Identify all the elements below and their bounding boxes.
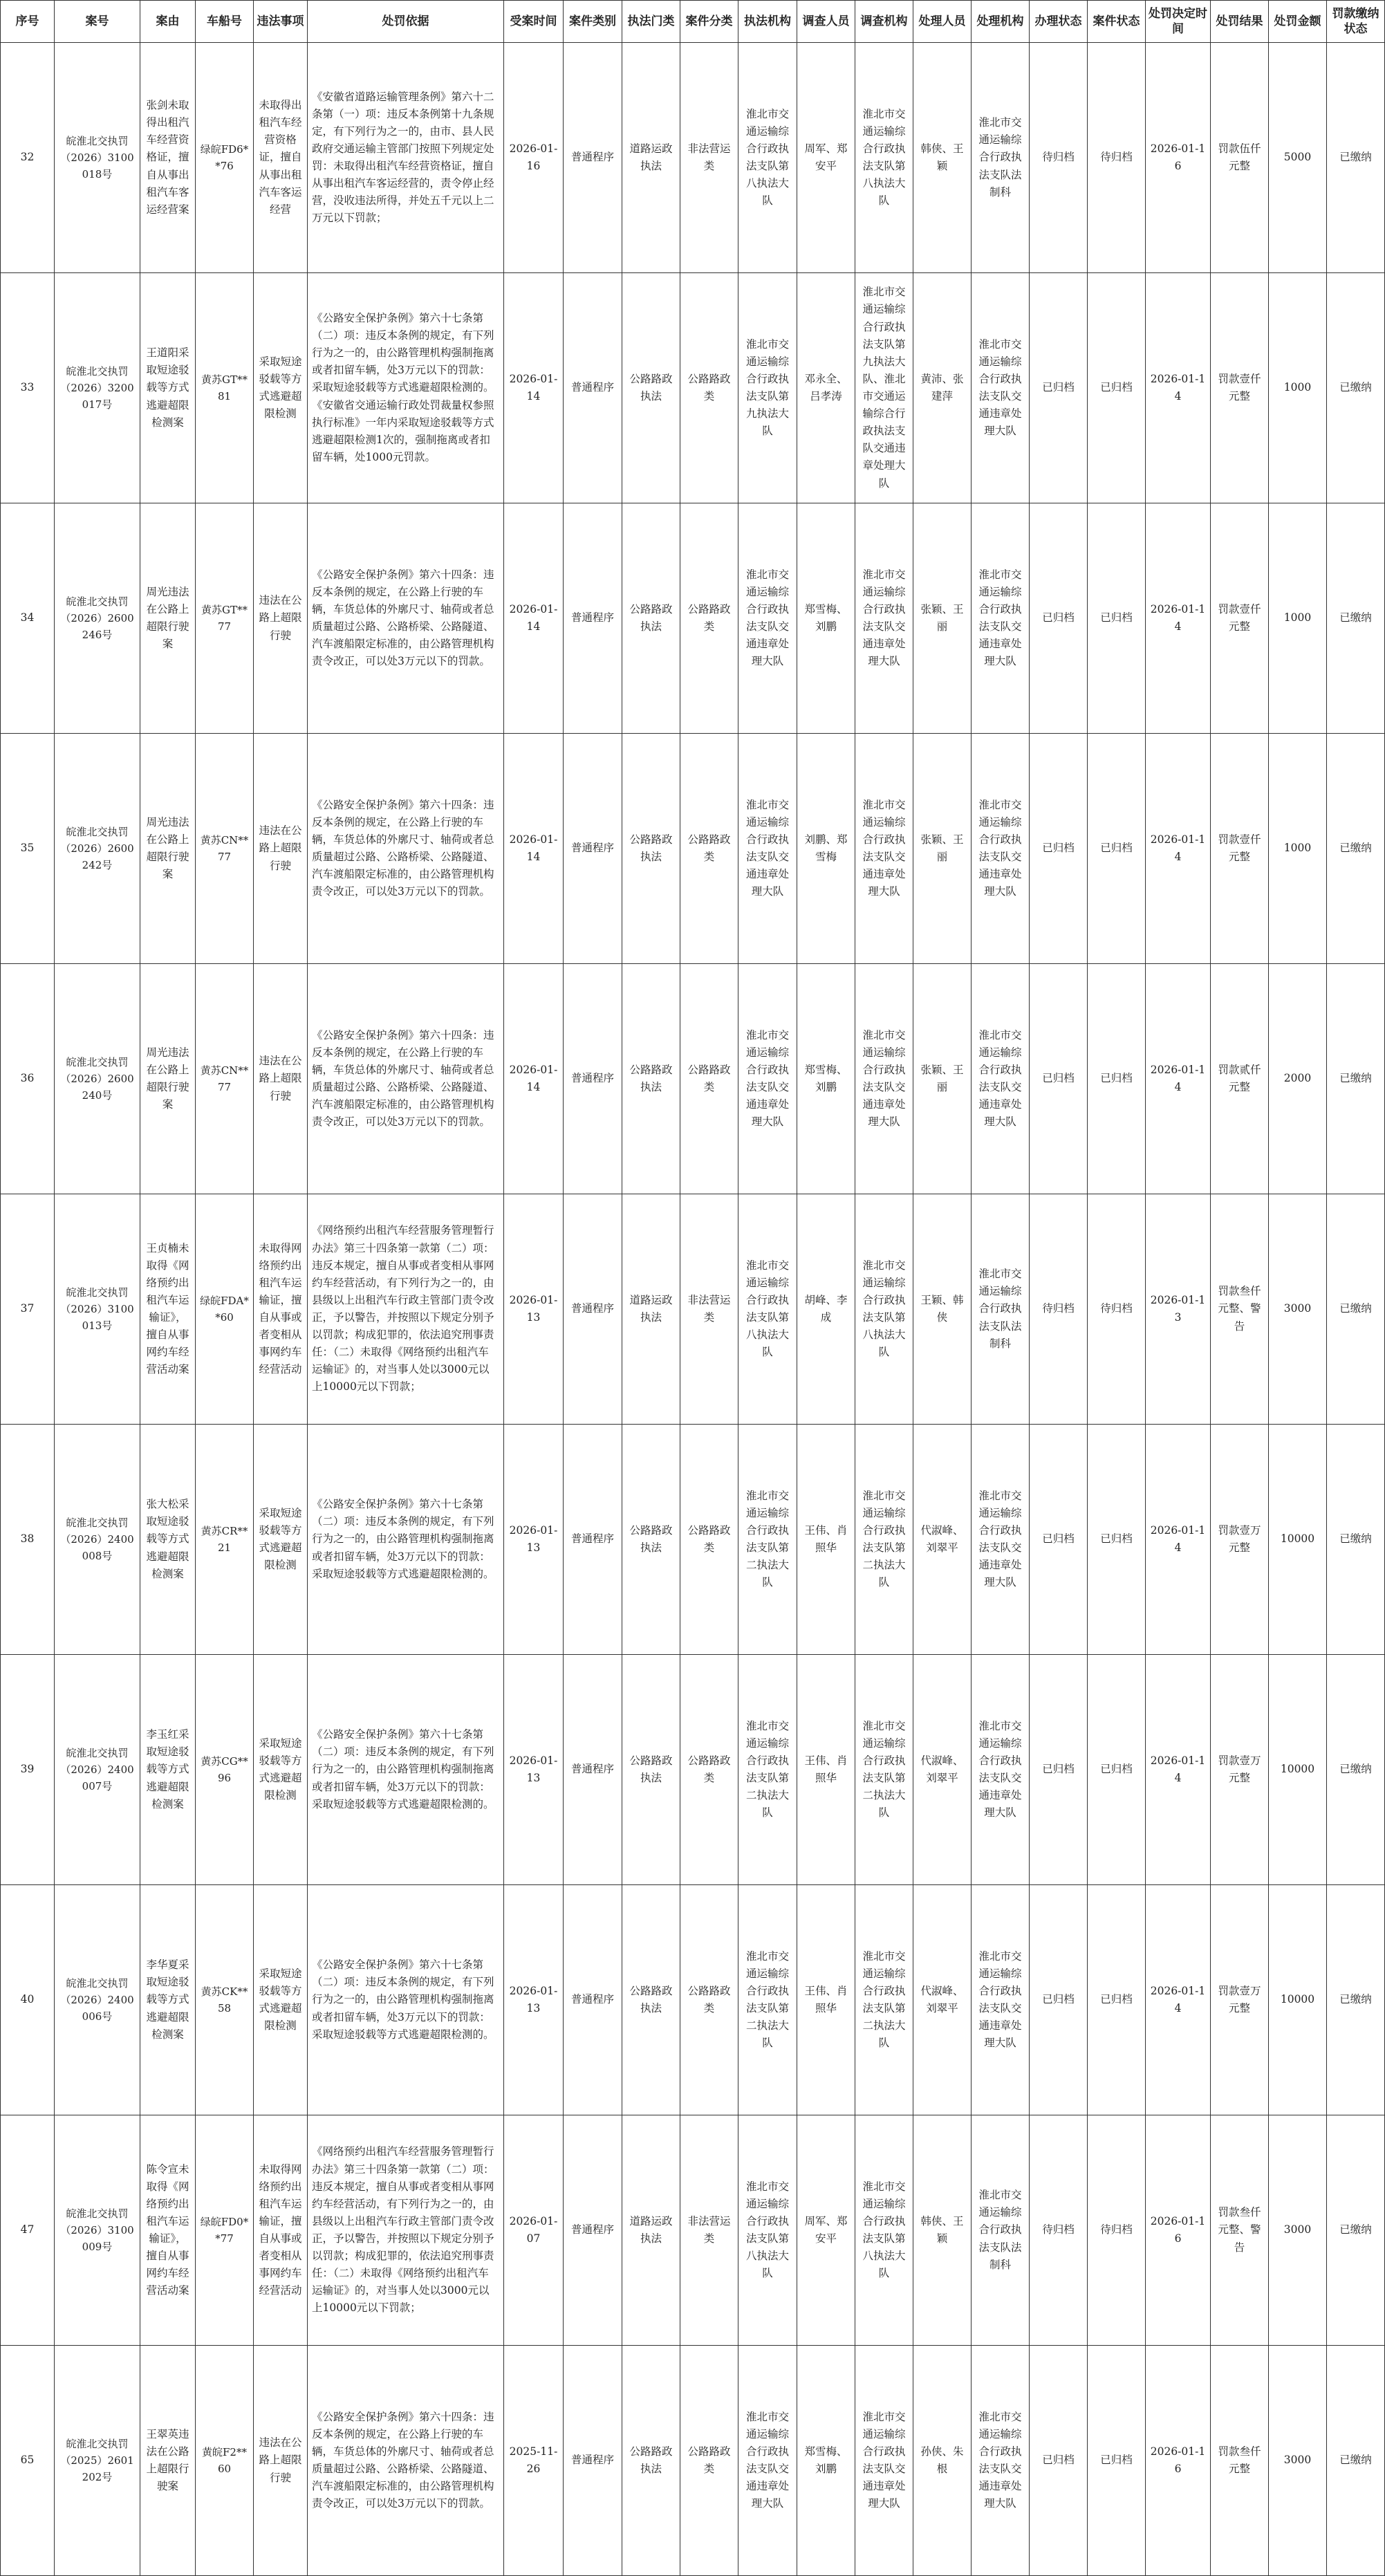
cell-basis: 《安徽省道路运输管理条例》第六十二条第（一）项：违反本条例第十九条规定，有下列行为之一的，由市、县人民政府交通运输主管部门按照下列规定处罚：未取得出租汽车经营资格证，擅自从事出租汽车客运经营的，责令停止经营，没收违法所得，并处五千元以上二万元以下罚款； <box>308 43 504 273</box>
cell-proc-status: 已归档 <box>1030 2346 1088 2576</box>
cell-case-no: 皖淮北交执罚（2026）2400008号 <box>55 1425 140 1655</box>
cell-decision-time: 2026-01-14 <box>1146 1885 1211 2115</box>
cell-plate: 绿皖FDA**60 <box>196 1194 254 1425</box>
cell-proc-status: 待归档 <box>1030 43 1088 273</box>
cell-seq: 35 <box>1 734 55 964</box>
cell-cause: 周光违法在公路上超限行驶案 <box>140 734 196 964</box>
cell-class: 公路路政类 <box>680 964 738 1194</box>
cell-plate: 黄苏CG**96 <box>196 1655 254 1885</box>
cell-plate: 黄苏CN**77 <box>196 964 254 1194</box>
column-header: 罚款缴纳状态 <box>1327 1 1385 43</box>
cell-pay-status: 已缴纳 <box>1327 1885 1385 2115</box>
cell-agency: 淮北市交通运输综合行政执法支队交通违章处理大队 <box>738 734 797 964</box>
cell-agency: 淮北市交通运输综合行政执法支队第九执法大队 <box>738 273 797 503</box>
cell-case-no: 皖淮北交执罚（2026）3100018号 <box>55 43 140 273</box>
cell-result: 罚款叁仟元整、警告 <box>1211 2115 1269 2346</box>
cell-inv-agency: 淮北市交通运输综合行政执法支队第二执法大队 <box>855 1425 913 1655</box>
cell-seq: 33 <box>1 273 55 503</box>
cell-handlers: 孙侠、朱根 <box>913 2346 972 2576</box>
cell-case-no: 皖淮北交执罚（2026）2600246号 <box>55 503 140 734</box>
cell-inv-agency: 淮北市交通运输综合行政执法支队交通违章处理大队 <box>855 2346 913 2576</box>
cell-matter: 未取得网络预约出租汽车运输证，擅自从事或者变相从事网约车经营活动 <box>254 2115 308 2346</box>
cell-case-status: 待归档 <box>1088 1194 1146 1425</box>
cell-seq: 38 <box>1 1425 55 1655</box>
cell-amount: 10000 <box>1269 1425 1327 1655</box>
cell-agency: 淮北市交通运输综合行政执法支队第八执法大队 <box>738 1194 797 1425</box>
cell-accept-time: 2026-01-13 <box>504 1194 564 1425</box>
cell-result: 罚款叁仟元整 <box>1211 2346 1269 2576</box>
cell-pay-status: 已缴纳 <box>1327 503 1385 734</box>
cell-category: 普通程序 <box>564 1655 622 1885</box>
cell-pay-status: 已缴纳 <box>1327 273 1385 503</box>
column-header: 处罚金额 <box>1269 1 1327 43</box>
column-header: 案件类别 <box>564 1 622 43</box>
cell-amount: 3000 <box>1269 2346 1327 2576</box>
cell-basis: 《公路安全保护条例》第六十四条：违反本条例的规定，在公路上行驶的车辆，车货总体的外廓尺寸、轴荷或者总质量超过公路、公路桥梁、公路隧道、汽车渡船限定标准的，由公路管理机构责令改正，可以处3万元以下的罚款。 <box>308 2346 504 2576</box>
cell-matter: 采取短途驳载等方式逃避超限检测 <box>254 1885 308 2115</box>
cell-handle-agency: 淮北市交通运输综合行政执法支队交通违章处理大队 <box>972 1425 1030 1655</box>
cell-inv-agency: 淮北市交通运输综合行政执法支队第二执法大队 <box>855 1885 913 2115</box>
cell-cause: 李玉红采取短途驳载等方式逃避超限检测案 <box>140 1655 196 1885</box>
cell-case-status: 已归档 <box>1088 2346 1146 2576</box>
table-row <box>1 1655 1385 1885</box>
table-row <box>1 1425 1385 1655</box>
cell-amount: 3000 <box>1269 1194 1327 1425</box>
cell-amount: 1000 <box>1269 503 1327 734</box>
column-header: 执法门类 <box>622 1 680 43</box>
cell-handlers: 张颖、王丽 <box>913 964 972 1194</box>
cell-agency: 淮北市交通运输综合行政执法支队交通违章处理大队 <box>738 503 797 734</box>
cell-class: 非法营运类 <box>680 2115 738 2346</box>
cell-handle-agency: 淮北市交通运输综合行政执法支队交通违章处理大队 <box>972 1885 1030 2115</box>
cell-seq: 32 <box>1 43 55 273</box>
cell-result: 罚款壹仟元整 <box>1211 734 1269 964</box>
column-header: 案由 <box>140 1 196 43</box>
cell-basis: 《网络预约出租汽车经营服务管理暂行办法》第三十四条第一款第（二）项：违反本规定，擅自从事或者变相从事网约车经营活动，有下列行为之一的，由县级以上出租汽车行政主管部门责令改正，予以警告，并按照以下规定分别予以罚款；构成犯罪的，依法追究刑事责任：（二）未取得《网络预约出租汽车运输证》的，对当事人处以3000元以上10000元以下罚款； <box>308 2115 504 2346</box>
cell-matter: 采取短途驳载等方式逃避超限检测 <box>254 273 308 503</box>
cell-matter: 违法在公路上超限行驶 <box>254 734 308 964</box>
cell-investigators: 邓永全、吕孝涛 <box>797 273 855 503</box>
cell-dept: 道路运政执法 <box>622 43 680 273</box>
cell-cause: 王翠英违法在公路上超限行驶案 <box>140 2346 196 2576</box>
cell-category: 普通程序 <box>564 1194 622 1425</box>
column-header: 执法机构 <box>738 1 797 43</box>
cell-class: 非法营运类 <box>680 43 738 273</box>
cell-case-no: 皖淮北交执罚（2026）2600242号 <box>55 734 140 964</box>
cell-accept-time: 2026-01-13 <box>504 1425 564 1655</box>
cell-dept: 公路路政执法 <box>622 2346 680 2576</box>
cell-matter: 未取得出租汽车经营资格证，擅自从事出租汽车客运经营 <box>254 43 308 273</box>
column-header: 受案时间 <box>504 1 564 43</box>
cell-handlers: 黄沛、张建萍 <box>913 273 972 503</box>
cell-case-status: 已归档 <box>1088 1425 1146 1655</box>
cell-plate: 黄苏CR**21 <box>196 1425 254 1655</box>
cell-matter: 采取短途驳载等方式逃避超限检测 <box>254 1655 308 1885</box>
cell-category: 普通程序 <box>564 964 622 1194</box>
cell-case-no: 皖淮北交执罚（2026）2400006号 <box>55 1885 140 2115</box>
cell-handle-agency: 淮北市交通运输综合行政执法支队法制科 <box>972 1194 1030 1425</box>
cell-cause: 周光违法在公路上超限行驶案 <box>140 503 196 734</box>
cell-inv-agency: 淮北市交通运输综合行政执法支队第八执法大队 <box>855 1194 913 1425</box>
cell-seq: 34 <box>1 503 55 734</box>
cell-result: 罚款伍仟元整 <box>1211 43 1269 273</box>
cell-agency: 淮北市交通运输综合行政执法支队第二执法大队 <box>738 1885 797 2115</box>
column-header: 案号 <box>55 1 140 43</box>
cell-decision-time: 2026-01-14 <box>1146 503 1211 734</box>
cell-basis: 《公路安全保护条例》第六十四条：违反本条例的规定，在公路上行驶的车辆，车货总体的外廓尺寸、轴荷或者总质量超过公路、公路桥梁、公路隧道、汽车渡船限定标准的，由公路管理机构责令改正，可以处3万元以下的罚款。 <box>308 734 504 964</box>
cell-category: 普通程序 <box>564 2115 622 2346</box>
cell-case-no: 皖淮北交执罚（2026）2400007号 <box>55 1655 140 1885</box>
cell-handlers: 张颖、王丽 <box>913 503 972 734</box>
cell-handle-agency: 淮北市交通运输综合行政执法支队法制科 <box>972 43 1030 273</box>
cell-accept-time: 2026-01-14 <box>504 734 564 964</box>
cell-amount: 3000 <box>1269 2115 1327 2346</box>
cell-handle-agency: 淮北市交通运输综合行政执法支队交通违章处理大队 <box>972 273 1030 503</box>
column-header: 办理状态 <box>1030 1 1088 43</box>
cell-handlers: 韩侠、王颖 <box>913 2115 972 2346</box>
cell-class: 公路路政类 <box>680 1655 738 1885</box>
cell-decision-time: 2026-01-16 <box>1146 2346 1211 2576</box>
cell-investigators: 胡峰、李成 <box>797 1194 855 1425</box>
cell-category: 普通程序 <box>564 1885 622 2115</box>
column-header: 调查机构 <box>855 1 913 43</box>
column-header: 处罚依据 <box>308 1 504 43</box>
cell-result: 罚款壹万元整 <box>1211 1885 1269 2115</box>
cell-matter: 违法在公路上超限行驶 <box>254 964 308 1194</box>
cell-result: 罚款叁仟元整、警告 <box>1211 1194 1269 1425</box>
cell-decision-time: 2026-01-16 <box>1146 43 1211 273</box>
cell-pay-status: 已缴纳 <box>1327 734 1385 964</box>
cell-dept: 公路路政执法 <box>622 1885 680 2115</box>
cell-amount: 1000 <box>1269 273 1327 503</box>
cell-pay-status: 已缴纳 <box>1327 2115 1385 2346</box>
cell-category: 普通程序 <box>564 734 622 964</box>
cell-dept: 道路运政执法 <box>622 1194 680 1425</box>
cell-proc-status: 待归档 <box>1030 2115 1088 2346</box>
cell-inv-agency: 淮北市交通运输综合行政执法支队交通违章处理大队 <box>855 964 913 1194</box>
cell-handle-agency: 淮北市交通运输综合行政执法支队法制科 <box>972 2115 1030 2346</box>
cell-handlers: 代淑峰、刘翠平 <box>913 1885 972 2115</box>
cell-case-no: 皖淮北交执罚（2026）3200017号 <box>55 273 140 503</box>
column-header: 处罚结果 <box>1211 1 1269 43</box>
cell-agency: 淮北市交通运输综合行政执法支队第二执法大队 <box>738 1655 797 1885</box>
cell-dept: 公路路政执法 <box>622 964 680 1194</box>
cell-handlers: 代淑峰、刘翠平 <box>913 1425 972 1655</box>
cell-class: 公路路政类 <box>680 1425 738 1655</box>
cell-inv-agency: 淮北市交通运输综合行政执法支队交通违章处理大队 <box>855 503 913 734</box>
cell-case-status: 待归档 <box>1088 43 1146 273</box>
cell-cause: 张大松采取短途驳载等方式逃避超限检测案 <box>140 1425 196 1655</box>
cell-inv-agency: 淮北市交通运输综合行政执法支队第二执法大队 <box>855 1655 913 1885</box>
cell-inv-agency: 淮北市交通运输综合行政执法支队第八执法大队 <box>855 2115 913 2346</box>
cell-decision-time: 2026-01-13 <box>1146 1194 1211 1425</box>
cell-matter: 违法在公路上超限行驶 <box>254 2346 308 2576</box>
cell-case-status: 已归档 <box>1088 1885 1146 2115</box>
column-header: 车船号 <box>196 1 254 43</box>
cell-plate: 黄皖F2**60 <box>196 2346 254 2576</box>
cell-agency: 淮北市交通运输综合行政执法支队第八执法大队 <box>738 2115 797 2346</box>
cell-investigators: 王伟、肖照华 <box>797 1425 855 1655</box>
cell-case-status: 已归档 <box>1088 503 1146 734</box>
cell-accept-time: 2025-11-26 <box>504 2346 564 2576</box>
cell-dept: 公路路政执法 <box>622 503 680 734</box>
cell-accept-time: 2026-01-14 <box>504 964 564 1194</box>
cell-dept: 公路路政执法 <box>622 1655 680 1885</box>
table-body <box>1 43 1385 2576</box>
cell-case-status: 已归档 <box>1088 1655 1146 1885</box>
cell-cause: 王道阳采取短途驳载等方式逃避超限检测案 <box>140 273 196 503</box>
cell-seq: 37 <box>1 1194 55 1425</box>
cell-pay-status: 已缴纳 <box>1327 43 1385 273</box>
cell-investigators: 周军、郑安平 <box>797 2115 855 2346</box>
cell-matter: 采取短途驳载等方式逃避超限检测 <box>254 1425 308 1655</box>
cell-pay-status: 已缴纳 <box>1327 2346 1385 2576</box>
cell-dept: 公路路政执法 <box>622 273 680 503</box>
cell-handle-agency: 淮北市交通运输综合行政执法支队交通违章处理大队 <box>972 2346 1030 2576</box>
table-row <box>1 964 1385 1194</box>
cell-decision-time: 2026-01-14 <box>1146 1425 1211 1655</box>
cell-basis: 《公路安全保护条例》第六十七条第（二）项：违反本条例的规定，有下列行为之一的，由公路管理机构强制拖离或者扣留车辆，处3万元以下的罚款：采取短途驳载等方式逃避超限检测的。 <box>308 1655 504 1885</box>
cell-class: 公路路政类 <box>680 273 738 503</box>
column-header: 调查人员 <box>797 1 855 43</box>
cell-handle-agency: 淮北市交通运输综合行政执法支队交通违章处理大队 <box>972 1655 1030 1885</box>
cell-decision-time: 2026-01-14 <box>1146 1655 1211 1885</box>
cell-class: 非法营运类 <box>680 1194 738 1425</box>
cell-handlers: 韩侠、王颖 <box>913 43 972 273</box>
cell-amount: 1000 <box>1269 734 1327 964</box>
cell-seq: 36 <box>1 964 55 1194</box>
cell-seq: 39 <box>1 1655 55 1885</box>
table-row <box>1 503 1385 734</box>
cell-investigators: 郑雪梅、刘鹏 <box>797 503 855 734</box>
cell-case-no: 皖淮北交执罚（2025）2601202号 <box>55 2346 140 2576</box>
cell-dept: 公路路政执法 <box>622 1425 680 1655</box>
column-header: 处理人员 <box>913 1 972 43</box>
cell-basis: 《公路安全保护条例》第六十四条：违反本条例的规定，在公路上行驶的车辆，车货总体的外廓尺寸、轴荷或者总质量超过公路、公路桥梁、公路隧道、汽车渡船限定标准的，由公路管理机构责令改正，可以处3万元以下的罚款。 <box>308 964 504 1194</box>
cell-seq: 40 <box>1 1885 55 2115</box>
cell-decision-time: 2026-01-16 <box>1146 2115 1211 2346</box>
cell-category: 普通程序 <box>564 273 622 503</box>
column-header: 违法事项 <box>254 1 308 43</box>
cell-inv-agency: 淮北市交通运输综合行政执法支队交通违章处理大队 <box>855 734 913 964</box>
table-row <box>1 273 1385 503</box>
cell-handlers: 代淑峰、刘翠平 <box>913 1655 972 1885</box>
table-row <box>1 43 1385 273</box>
cell-result: 罚款贰仟元整 <box>1211 964 1269 1194</box>
cell-inv-agency: 淮北市交通运输综合行政执法支队第八执法大队 <box>855 43 913 273</box>
cell-cause: 李华夏采取短途驳载等方式逃避超限检测案 <box>140 1885 196 2115</box>
cell-proc-status: 已归档 <box>1030 734 1088 964</box>
cell-case-status: 已归档 <box>1088 964 1146 1194</box>
cell-decision-time: 2026-01-14 <box>1146 964 1211 1194</box>
cell-plate: 黄苏GT**77 <box>196 503 254 734</box>
cell-decision-time: 2026-01-14 <box>1146 734 1211 964</box>
cell-handlers: 张颖、王丽 <box>913 734 972 964</box>
cell-case-status: 已归档 <box>1088 273 1146 503</box>
cell-investigators: 王伟、肖照华 <box>797 1885 855 2115</box>
cell-case-no: 皖淮北交执罚（2026）2600240号 <box>55 964 140 1194</box>
cell-investigators: 郑雪梅、刘鹏 <box>797 2346 855 2576</box>
cell-proc-status: 已归档 <box>1030 1425 1088 1655</box>
cell-amount: 5000 <box>1269 43 1327 273</box>
cell-accept-time: 2026-01-13 <box>504 1655 564 1885</box>
cell-dept: 道路运政执法 <box>622 2115 680 2346</box>
column-header: 案件状态 <box>1088 1 1146 43</box>
cell-basis: 《网络预约出租汽车经营服务管理暂行办法》第三十四条第一款第（二）项：违反本规定，擅自从事或者变相从事网约车经营活动，有下列行为之一的，由县级以上出租汽车行政主管部门责令改正，予以警告，并按照以下规定分别予以罚款；构成犯罪的，依法追究刑事责任：（二）未取得《网络预约出租汽车运输证》的，对当事人处以3000元以上10000元以下罚款； <box>308 1194 504 1425</box>
cell-amount: 10000 <box>1269 1885 1327 2115</box>
cell-plate: 黄苏GT**81 <box>196 273 254 503</box>
cell-accept-time: 2026-01-14 <box>504 503 564 734</box>
cell-accept-time: 2026-01-13 <box>504 1885 564 2115</box>
cell-plate: 黄苏CN**77 <box>196 734 254 964</box>
cell-category: 普通程序 <box>564 43 622 273</box>
cell-proc-status: 待归档 <box>1030 1194 1088 1425</box>
cell-result: 罚款壹仟元整 <box>1211 503 1269 734</box>
cell-cause: 周光违法在公路上超限行驶案 <box>140 964 196 1194</box>
cell-plate: 绿皖FD0**77 <box>196 2115 254 2346</box>
cell-handle-agency: 淮北市交通运输综合行政执法支队交通违章处理大队 <box>972 964 1030 1194</box>
cell-result: 罚款壹仟元整 <box>1211 273 1269 503</box>
cell-result: 罚款壹万元整 <box>1211 1425 1269 1655</box>
cell-class: 公路路政类 <box>680 503 738 734</box>
cell-proc-status: 已归档 <box>1030 273 1088 503</box>
cell-proc-status: 已归档 <box>1030 1655 1088 1885</box>
cell-class: 公路路政类 <box>680 2346 738 2576</box>
table-row <box>1 1194 1385 1425</box>
cell-investigators: 王伟、肖照华 <box>797 1655 855 1885</box>
cell-class: 公路路政类 <box>680 1885 738 2115</box>
cell-pay-status: 已缴纳 <box>1327 1425 1385 1655</box>
cell-plate: 绿皖FD6**76 <box>196 43 254 273</box>
column-header: 处理机构 <box>972 1 1030 43</box>
cell-class: 公路路政类 <box>680 734 738 964</box>
table-row <box>1 2115 1385 2346</box>
cell-cause: 张剑未取得出租汽车经营资格证，擅自从事出租汽车客运经营案 <box>140 43 196 273</box>
cell-case-no: 皖淮北交执罚（2026）3100013号 <box>55 1194 140 1425</box>
cell-agency: 淮北市交通运输综合行政执法支队交通违章处理大队 <box>738 2346 797 2576</box>
cell-case-no: 皖淮北交执罚（2026）3100009号 <box>55 2115 140 2346</box>
cell-case-status: 已归档 <box>1088 734 1146 964</box>
cell-amount: 2000 <box>1269 964 1327 1194</box>
cell-handle-agency: 淮北市交通运输综合行政执法支队交通违章处理大队 <box>972 503 1030 734</box>
table-row <box>1 2346 1385 2576</box>
cell-matter: 违法在公路上超限行驶 <box>254 503 308 734</box>
cell-accept-time: 2026-01-16 <box>504 43 564 273</box>
cell-agency: 淮北市交通运输综合行政执法支队第八执法大队 <box>738 43 797 273</box>
cell-case-status: 待归档 <box>1088 2115 1146 2346</box>
cell-category: 普通程序 <box>564 503 622 734</box>
cell-handle-agency: 淮北市交通运输综合行政执法支队交通违章处理大队 <box>972 734 1030 964</box>
cell-pay-status: 已缴纳 <box>1327 964 1385 1194</box>
cell-agency: 淮北市交通运输综合行政执法支队第二执法大队 <box>738 1425 797 1655</box>
cell-result: 罚款壹万元整 <box>1211 1655 1269 1885</box>
cell-basis: 《公路安全保护条例》第六十七条第（二）项：违反本条例的规定，有下列行为之一的，由公路管理机构强制拖离或者扣留车辆，处3万元以下的罚款：采取短途驳载等方式逃避超限检测的。 <box>308 1885 504 2115</box>
cell-cause: 王贞楠未取得《网络预约出租汽车运输证》，擅自从事网约车经营活动案 <box>140 1194 196 1425</box>
cell-seq: 47 <box>1 2115 55 2346</box>
table-row <box>1 734 1385 964</box>
cell-proc-status: 已归档 <box>1030 503 1088 734</box>
cell-decision-time: 2026-01-14 <box>1146 273 1211 503</box>
column-header: 序号 <box>1 1 55 43</box>
cell-accept-time: 2026-01-14 <box>504 273 564 503</box>
cell-matter: 未取得网络预约出租汽车运输证，擅自从事或者变相从事网约车经营活动 <box>254 1194 308 1425</box>
column-header: 案件分类 <box>680 1 738 43</box>
cell-basis: 《公路安全保护条例》第六十七条第（二）项：违反本条例的规定，有下列行为之一的，由公路管理机构强制拖离或者扣留车辆，处3万元以下的罚款：采取短途驳载等方式逃避超限检测的。 <box>308 1425 504 1655</box>
cell-proc-status: 已归档 <box>1030 964 1088 1194</box>
cell-pay-status: 已缴纳 <box>1327 1194 1385 1425</box>
cell-basis: 《公路安全保护条例》第六十四条：违反本条例的规定，在公路上行驶的车辆，车货总体的外廓尺寸、轴荷或者总质量超过公路、公路桥梁、公路隧道、汽车渡船限定标准的，由公路管理机构责令改正，可以处3万元以下的罚款。 <box>308 503 504 734</box>
cell-seq: 65 <box>1 2346 55 2576</box>
cell-cause: 陈令宣未取得《网络预约出租汽车运输证》，擅自从事网约车经营活动案 <box>140 2115 196 2346</box>
cell-category: 普通程序 <box>564 2346 622 2576</box>
cell-plate: 黄苏CK**58 <box>196 1885 254 2115</box>
cell-investigators: 郑雪梅、刘鹏 <box>797 964 855 1194</box>
cell-pay-status: 已缴纳 <box>1327 1655 1385 1885</box>
cell-investigators: 刘鹏、郑雪梅 <box>797 734 855 964</box>
cell-amount: 10000 <box>1269 1655 1327 1885</box>
cell-basis: 《公路安全保护条例》第六十七条第（二）项：违反本条例的规定，有下列行为之一的，由公路管理机构强制拖离或者扣留车辆，处3万元以下的罚款：采取短途驳载等方式逃避超限检测的。《安徽省交通运输行政处罚裁量权参照执行标准》一年内采取短途驳载等方式逃避超限检测1次的，强制拖离或者扣留车辆，处1000元罚款。 <box>308 273 504 503</box>
cell-category: 普通程序 <box>564 1425 622 1655</box>
cell-handlers: 王颖、韩侠 <box>913 1194 972 1425</box>
column-header: 处罚决定时间 <box>1146 1 1211 43</box>
cell-inv-agency: 淮北市交通运输综合行政执法支队第九执法大队、淮北市交通运输综合行政执法支队交通违章处理大队 <box>855 273 913 503</box>
table-header <box>1 1 1385 43</box>
cell-agency: 淮北市交通运输综合行政执法支队交通违章处理大队 <box>738 964 797 1194</box>
cell-accept-time: 2026-01-07 <box>504 2115 564 2346</box>
cell-dept: 公路路政执法 <box>622 734 680 964</box>
cell-proc-status: 已归档 <box>1030 1885 1088 2115</box>
table-row <box>1 1885 1385 2115</box>
cell-investigators: 周军、郑安平 <box>797 43 855 273</box>
